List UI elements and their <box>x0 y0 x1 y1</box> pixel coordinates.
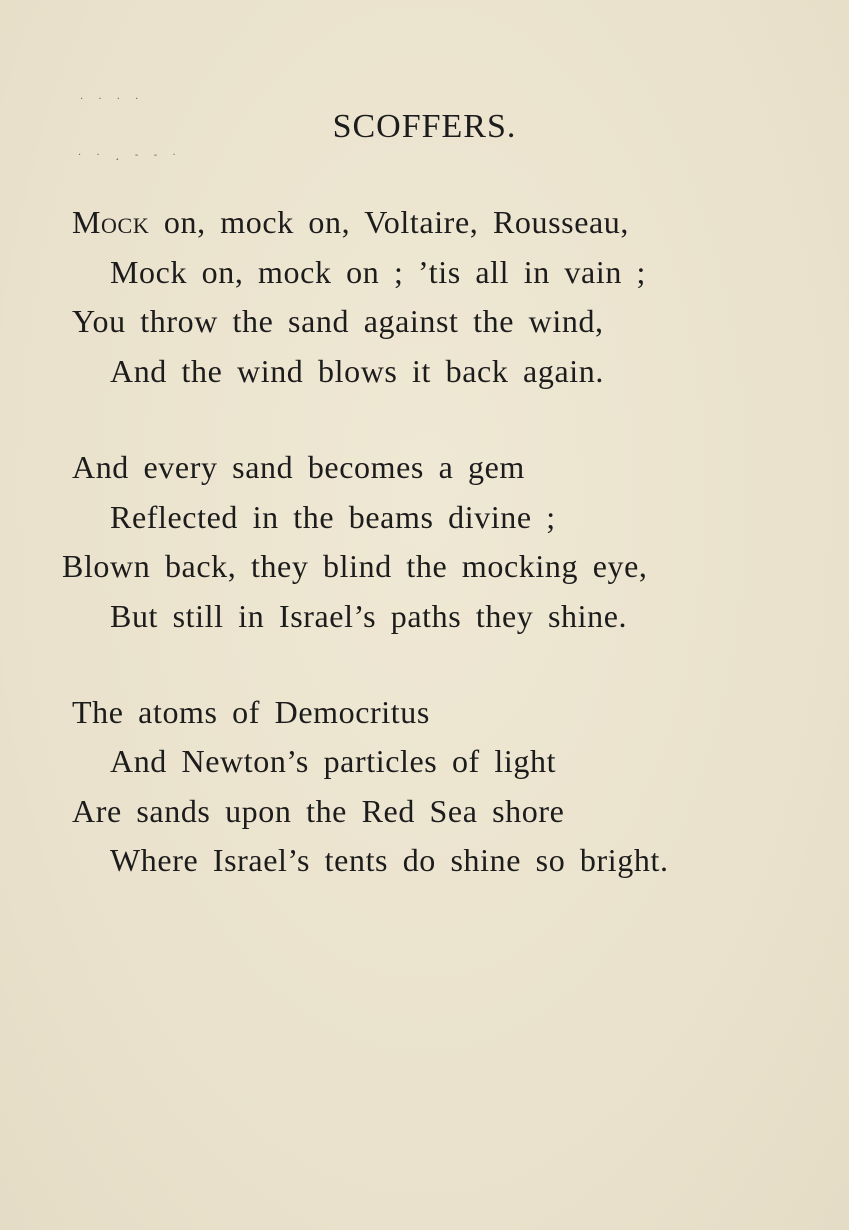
poem-line: Where Israel’s tents do shine so bright. <box>110 842 669 878</box>
poem-line: And Newton’s particles of light <box>110 743 557 779</box>
poem-line <box>72 204 629 241</box>
paper-speck: · · ¸ ‐ ‐ · <box>78 150 182 161</box>
poem-line: Reflected in the beams divine ; <box>110 499 556 535</box>
poem-line: But still in Israel’s paths they shine. <box>110 598 628 634</box>
poem-line: Are sands upon the Red Sea shore <box>72 793 565 829</box>
poem-title: SCOFFERS. <box>332 108 517 145</box>
poem-line: And the wind blows it back again. <box>110 353 604 389</box>
paper-speck: · · · · <box>80 94 145 105</box>
poem-line: And every sand becomes a gem <box>72 449 525 485</box>
poem-line: You throw the sand against the wind, <box>72 303 604 339</box>
poem-line: The atoms of Democritus <box>72 694 430 730</box>
poem-line: Blown back, they blind the mocking eye, <box>62 548 648 584</box>
small-caps-opening: Mock <box>72 204 150 240</box>
line-text: on, mock on, Voltaire, Rousseau, <box>149 204 630 240</box>
poem-line: Mock on, mock on ; ’tis all in vain ; <box>110 254 647 290</box>
